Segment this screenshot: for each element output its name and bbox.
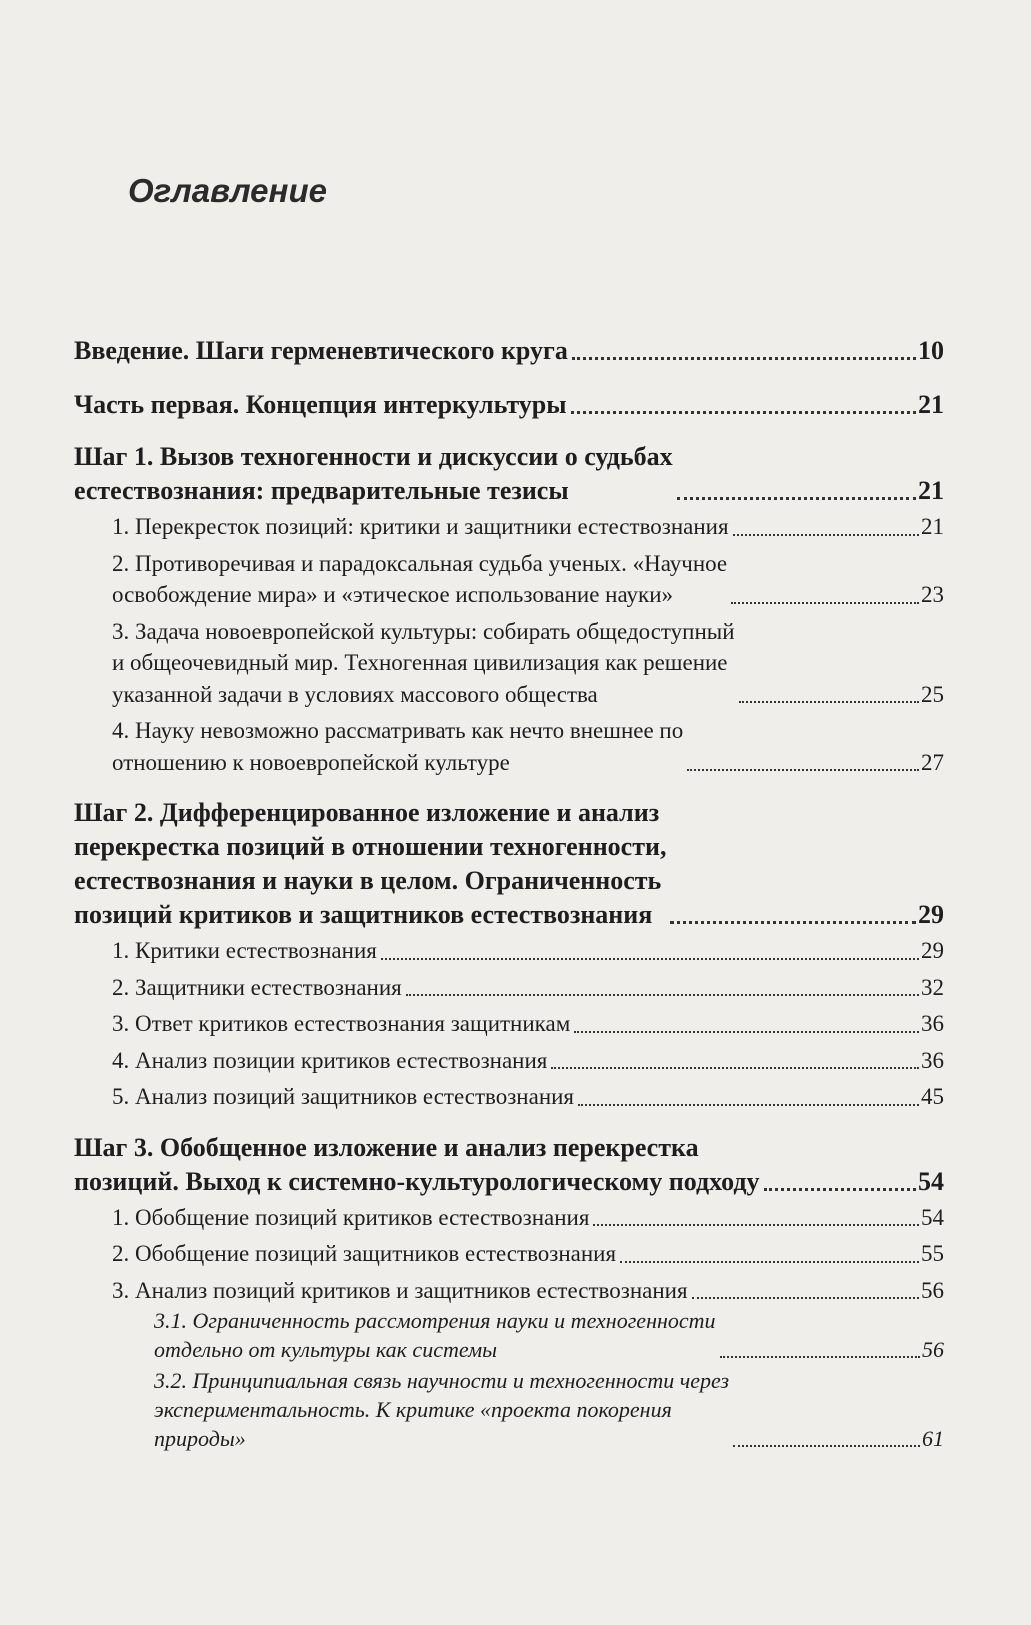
- toc-entry: [74, 935, 944, 967]
- dot-leader: [692, 1297, 919, 1299]
- toc-entry: [74, 1275, 944, 1307]
- toc-entry: [74, 616, 944, 711]
- toc-entry: [74, 1366, 944, 1453]
- toc-entry-page-number: 27: [921, 749, 944, 775]
- toc-entry-title: 2. Обобщение позиций защитников естествознания: [112, 1241, 617, 1266]
- toc-entry: [74, 1081, 944, 1113]
- toc-entry-title: 1. Перекресток позиций: критики и защитники естествознания: [112, 514, 729, 539]
- toc-entry-page-number: 54: [918, 1166, 944, 1196]
- dot-leader: [733, 1445, 920, 1447]
- toc-entry-title: Введение. Шаги герменевтического круга: [74, 336, 568, 365]
- toc-entry-page-number: 61: [922, 1426, 944, 1451]
- dot-leader: [733, 534, 919, 536]
- toc-entry: [74, 972, 944, 1004]
- dot-leader: [677, 497, 916, 500]
- toc-entry-page-number: 56: [921, 1277, 944, 1303]
- toc-entry-page-number: 21: [918, 390, 944, 419]
- dot-leader: [720, 1356, 920, 1358]
- toc-entry-title: 3.1. Ограниченность рассмотрения науки и техногенности отдельно от культуры как системы: [154, 1308, 716, 1362]
- toc-entry-page-number: 10: [918, 336, 944, 365]
- dot-leader: [739, 701, 919, 703]
- toc-entry: [74, 796, 944, 932]
- toc-entry-page-number: 21: [921, 514, 944, 539]
- toc-entry-title: Шаг 3. Обобщенное изложение и анализ перекрестка позиций. Выход к системно-культурологическому подходу: [74, 1132, 760, 1196]
- table-of-contents: [74, 334, 944, 1453]
- toc-entry: [74, 1306, 944, 1364]
- toc-entry-page-number: 32: [921, 974, 944, 1000]
- toc-entry-title: 3.2. Принципиальная связь научности и техногенности через экспериментальность. К критике «проекта покорения природы»: [154, 1368, 730, 1451]
- toc-entry-title: Часть первая. Концепция интеркультуры: [74, 390, 567, 419]
- toc-entry-page-number: 25: [921, 681, 944, 707]
- toc-entry-title: 5. Анализ позиций защитников естествознания: [112, 1084, 575, 1109]
- toc-entry: [74, 1202, 944, 1234]
- toc-entry-title: 4. Анализ позиции критиков естествознания: [112, 1047, 548, 1073]
- toc-entry-title: Шаг 2. Дифференцированное изложение и анализ перекрестка позиций в отношении техногенности, естествознания и науки в целом. Ограниченность позиций критиков и защитников естествознания: [74, 798, 667, 929]
- toc-entry-page-number: 23: [921, 582, 944, 607]
- toc-entry: [74, 1238, 944, 1270]
- dot-leader: [687, 769, 919, 771]
- toc-heading: Оглавление: [128, 172, 327, 209]
- toc-entry: [74, 1131, 944, 1199]
- toc-entry: [74, 1045, 944, 1077]
- dot-leader: [572, 357, 916, 360]
- dot-leader: [406, 994, 919, 996]
- toc-entry: [74, 715, 944, 778]
- toc-entry: [74, 548, 944, 611]
- toc-entry: [74, 1008, 944, 1040]
- toc-entry-title: 1. Обобщение позиций критиков естествознания: [112, 1204, 590, 1230]
- dot-leader: [574, 1031, 919, 1033]
- toc-entry: [74, 511, 944, 543]
- toc-entry-page-number: 36: [921, 1011, 944, 1036]
- toc-entry-page-number: 55: [921, 1241, 944, 1266]
- toc-entry-page-number: 29: [921, 938, 944, 963]
- toc-entry-page-number: 29: [918, 900, 944, 929]
- toc-entry-title: 1. Критики естествознания: [112, 938, 377, 963]
- toc-entry-title: 4. Науку невозможно рассматривать как нечто внешнее по отношению к новоевропейской культуре: [112, 718, 684, 775]
- dot-leader: [571, 411, 916, 414]
- dot-leader: [620, 1261, 919, 1263]
- dot-leader: [764, 1188, 916, 1191]
- toc-entry: [74, 440, 944, 508]
- toc-entry-title: Шаг 1. Вызов техногенности и дискуссии о судьбах естествознания: предварительные тезисы: [74, 442, 673, 505]
- toc-entry-page-number: 45: [921, 1084, 944, 1109]
- toc-entry-title: 3. Ответ критиков естествознания защитникам: [112, 1011, 571, 1036]
- toc-entry-title: 2. Защитники естествознания: [112, 974, 402, 1000]
- dot-leader: [381, 958, 919, 960]
- dot-leader: [670, 921, 916, 924]
- toc-entry-title: 3. Задача новоевропейской культуры: собирать общедоступный и общеочевидный мир. Техногенная цивилизация как решение указанной задачи в условиях массового общества: [112, 618, 735, 707]
- toc-entry-page-number: 21: [918, 476, 944, 505]
- dot-leader: [593, 1224, 919, 1226]
- toc-entry-title: 2. Противоречивая и парадоксальная судьба ученых. «Научное освобождение мира» и «этическое использование науки»: [112, 550, 728, 607]
- toc-entry-title: 3. Анализ позиций критиков и защитников естествознания: [112, 1277, 688, 1303]
- toc-entry-page-number: 54: [921, 1204, 944, 1230]
- dot-leader: [578, 1104, 919, 1106]
- toc-entry-page-number: 36: [921, 1047, 944, 1073]
- toc-entry-page-number: 56: [922, 1337, 944, 1362]
- toc-entry: [74, 388, 944, 422]
- dot-leader: [551, 1067, 919, 1069]
- dot-leader: [731, 602, 919, 604]
- toc-entry: [74, 334, 944, 368]
